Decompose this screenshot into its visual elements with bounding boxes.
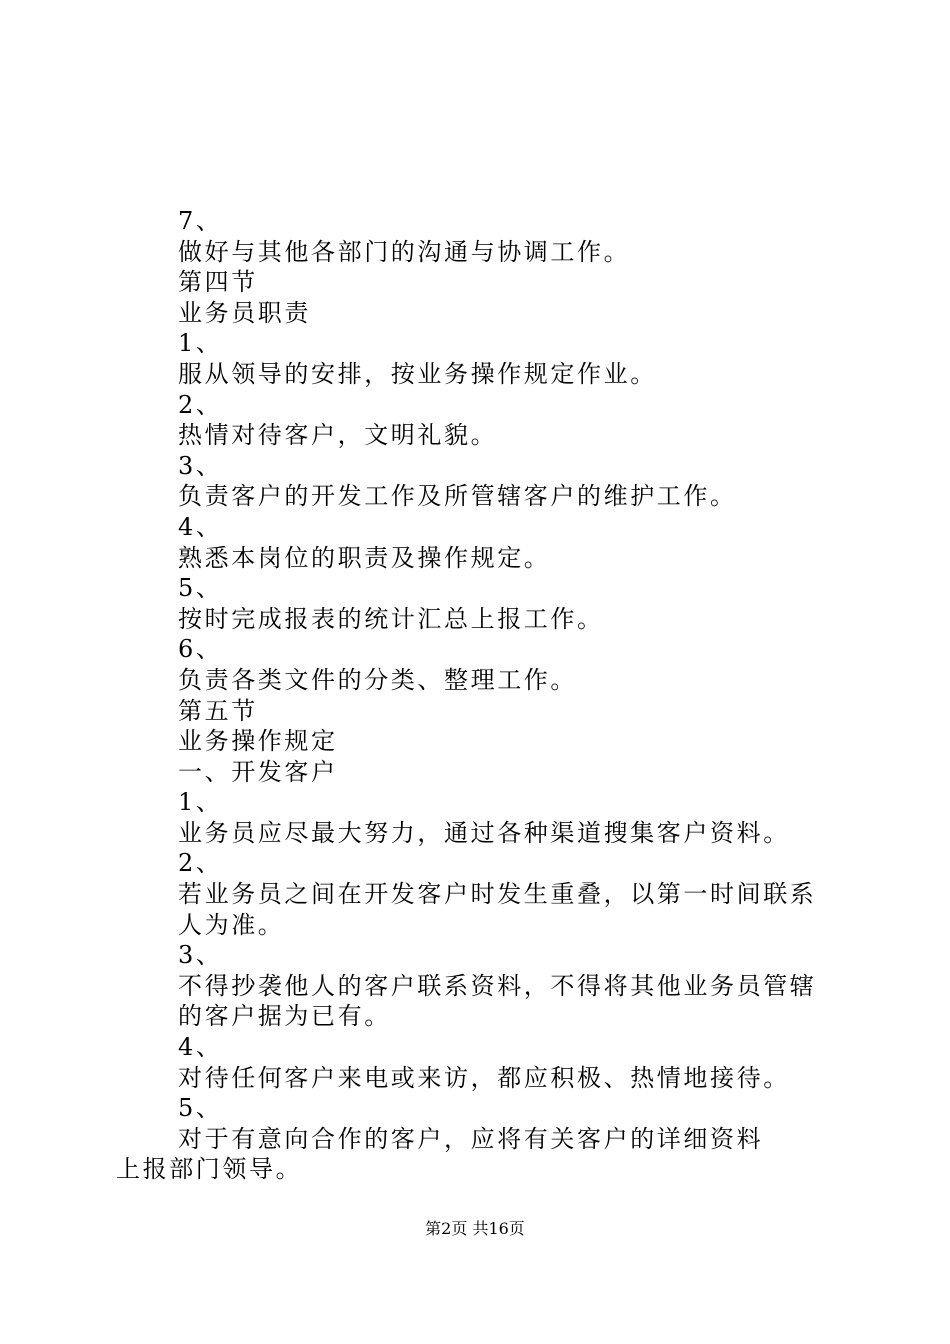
section-title: 业务操作规定 — [178, 727, 338, 756]
paragraph: 按时完成报表的统计汇总上报工作。 — [178, 604, 604, 633]
paragraph: 负责客户的开发工作及所管辖客户的维护工作。 — [178, 482, 737, 511]
paragraph: 若业务员之间在开发客户时发生重叠，以第一时间联系人为准。 — [178, 880, 817, 939]
item-number: 5、 — [178, 574, 223, 603]
paragraph: 热情对待客户，文明礼貌。 — [178, 421, 498, 450]
item-number: 6、 — [178, 635, 223, 664]
section-heading: 第五节 — [178, 696, 258, 725]
subsection-heading: 一、开发客户 — [178, 757, 338, 786]
item-number: 5、 — [178, 1094, 223, 1123]
section-title: 业务员职责 — [178, 298, 311, 327]
page-number: 第2页 共16页 — [425, 1219, 525, 1238]
item-number: 3、 — [178, 451, 223, 480]
document-body — [116, 206, 838, 1185]
item-number: 1、 — [178, 788, 223, 817]
paragraph: 业务员应尽最大努力，通过各种渠道搜集客户资料。 — [178, 818, 790, 847]
page-footer — [0, 1216, 950, 1239]
item-number: 4、 — [178, 512, 223, 541]
paragraph: 不得抄袭他人的客户联系资料，不得将其他业务员管辖的客户据为已有。 — [178, 971, 817, 1031]
item-number: 2、 — [178, 849, 223, 878]
paragraph: 服从领导的安排，按业务操作规定作业。 — [178, 359, 657, 388]
item-number: 1、 — [178, 329, 223, 358]
item-number: 3、 — [178, 941, 223, 970]
paragraph: 对于有意向合作的客户，应将有关客户的详细资料上报部门领导。 — [116, 1124, 764, 1184]
paragraph: 负责各类文件的分类、整理工作。 — [178, 665, 577, 694]
item-number: 7、 — [178, 207, 223, 235]
paragraph: 做好与其他各部门的沟通与协调工作。 — [178, 237, 631, 266]
item-number: 2、 — [178, 390, 223, 419]
paragraph: 熟悉本岗位的职责及操作规定。 — [178, 543, 551, 572]
item-number: 4、 — [178, 1033, 223, 1062]
paragraph: 对待任何客户来电或来访，都应积极、热情地接待。 — [178, 1063, 790, 1092]
section-heading: 第四节 — [178, 268, 258, 297]
